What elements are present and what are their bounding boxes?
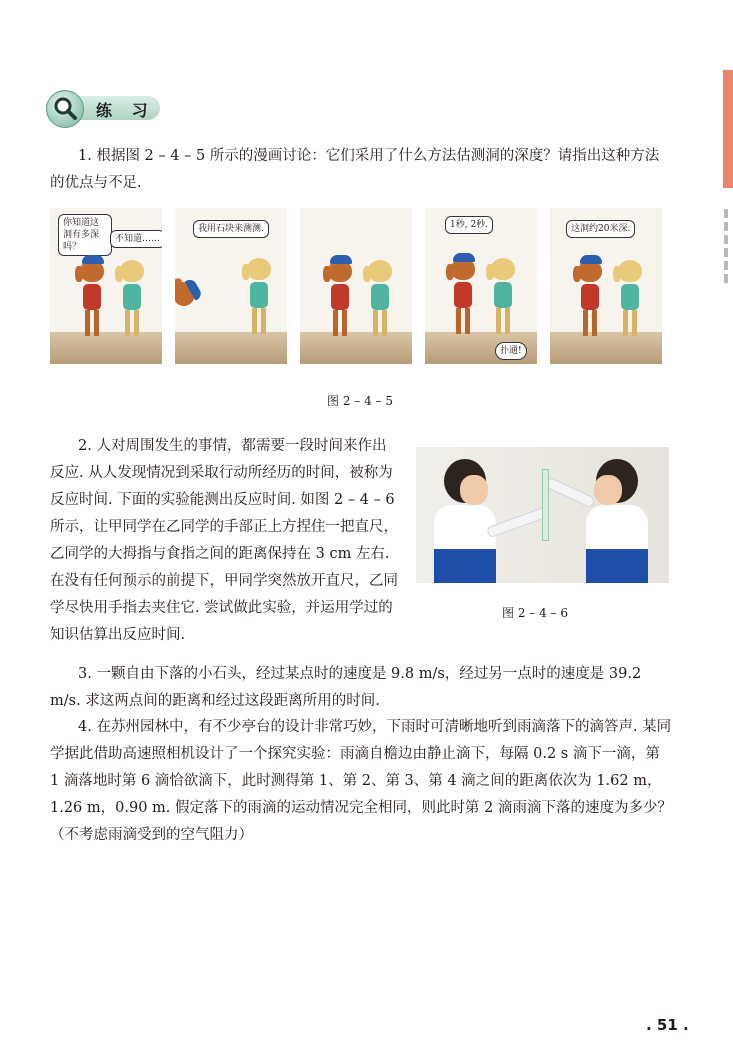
- comic-bubble: 你知道这洞有多深吗？: [58, 214, 112, 256]
- comic-bubble: 不知道……: [110, 230, 162, 248]
- magnifier-icon: [46, 90, 84, 128]
- exercise-3: 3. 一颗自由下落的小石头，经过某点时的速度是 9.8 m/s，经过另一点时的速度是 39.2 m/s. 求这两点间的距离和经过这段距离所用的时间.: [50, 666, 642, 709]
- section-heading: [46, 90, 162, 126]
- comic-panel-4: [425, 208, 537, 364]
- comic-bubble: 我用石块来测测.: [193, 220, 269, 238]
- comic-figure: [50, 208, 662, 368]
- student-left: [430, 459, 500, 583]
- exercise-4: 4. 在苏州园林中，有不少亭台的设计非常巧妙，下雨时可清晰地听到雨滴落下的滴答声. 某同学据此借助高速照相机设计了一个探究实验：雨滴自檐边由静止滴下，每隔 0.2 s 滴下一滴，第 1 滴落地时第 6 滴恰欲滴下，此时测得第 1、第 2、第 3、第 4 滴之间的距离依次为 1.62 m，1.26 m，0.90 m. 假定落下的雨滴的运动情况完全相同，则此时第 2 滴雨滴下落的速度为多少？（不考虑雨滴受到的空气阻力）: [50, 719, 672, 843]
- comic-bubble: 1秒, 2秒.: [445, 216, 493, 234]
- ruler: [542, 469, 549, 541]
- figure-caption-2-4-5: 图 2 – 4 – 5: [327, 394, 393, 408]
- exercise-2: 2. 人对周围发生的事情，都需要一段时间来作出反应. 从人发现情况到采取行动所经历的时间，被称为反应时间. 下面的实验能测出反应时间. 如图 2 – 4 – 6 所示，让甲同学在乙同学的手部正上方捏住一把直尺，乙同学的大拇指与食指之间的距离保持在 3 cm 左右. 在没有任何预示的前提下，甲同学突然放开直尺，乙同学尽快用手指去夹住它. 尝试做此实验，并运用学过的知识估算出反应时间.: [50, 438, 398, 643]
- figure-caption-2-4-6: 图 2 – 4 – 6: [502, 606, 568, 620]
- exercise-1: 1. 根据图 2 – 4 – 5 所示的漫画讨论：它们采用了什么方法估测洞的深度？请指出这种方法的优点与不足.: [50, 148, 660, 191]
- chapter-side-text: [722, 205, 730, 300]
- section-title: 练 习: [96, 101, 155, 120]
- reaction-time-photo: [416, 447, 669, 583]
- comic-bubble: 这洞约20米深.: [566, 220, 635, 238]
- comic-panel-1: [50, 208, 162, 364]
- comic-panel-3: [300, 208, 412, 364]
- comic-panel-2: [175, 208, 287, 364]
- comic-panel-5: [550, 208, 662, 364]
- chapter-side-tab: [723, 70, 733, 188]
- page-number: . 51 .: [646, 1016, 689, 1034]
- student-right: [582, 459, 652, 583]
- comic-bubble: 扑通!: [495, 342, 527, 360]
